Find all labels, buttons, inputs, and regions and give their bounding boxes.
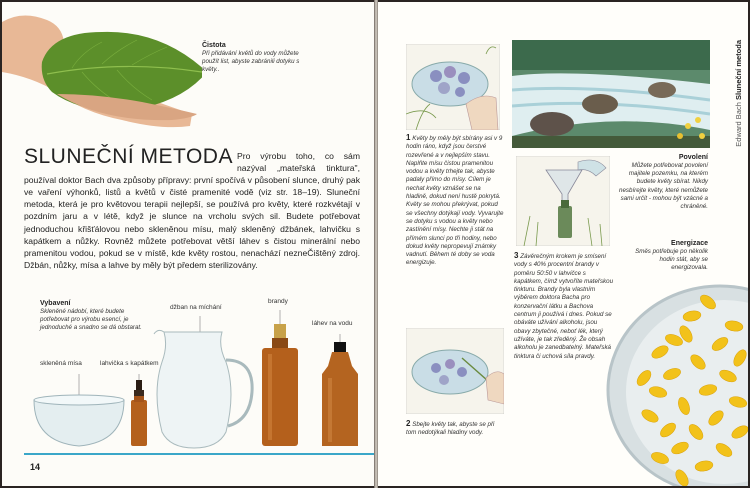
step2-text: Sbejte květy tak, abyste se při tom nedotýkali hladiny vody. (406, 421, 495, 437)
jug-label: džban na míchání (170, 304, 222, 311)
povoleni-text: Můžete potřebovat povolení majitele pozemku, na kterém budete květy sbírat. Nikdy nesbírejte květy, které nemůžete sami určit - mohou být vzácné a chráněné. (619, 162, 708, 211)
hand-holding-leaf-photo (2, 2, 202, 137)
page-number: 14 (30, 462, 41, 472)
step3-text: Závěrečným krokem je smísení vody s 40% procentní brandy v poměru 50:50 v lahvičce s kapátkem, čímž vytvoříte mateřskou tinkturu. Brandy byla vlastním výběrem doktora Bacha pro konzervační látku a Bachova centrum ji používá i dnes. Pokud se obáváte užívání alkoholu, jsou obavy zbytečné, neboť lék, který užíváte, je tak zředěný. Že obsah alkoholu je zanedbatelný. Mateřská tinktura či uchová síla pravdy. (514, 253, 614, 360)
step1-block (406, 134, 504, 268)
vybaveni-label: Vybavení (40, 300, 71, 307)
energizace-label: Energizace (671, 240, 708, 247)
step1-bowl-illustration (406, 44, 500, 130)
bowl-label: skleněná mísa (40, 360, 82, 367)
flowers-in-bowl-photo (600, 282, 748, 486)
step3-block (514, 252, 614, 361)
running-head-title: Sluneční metoda (734, 40, 743, 101)
step2-block (406, 420, 504, 438)
right-page (378, 2, 748, 486)
left-page (2, 2, 374, 486)
step1-text: Květy by měly být sbírány asi v 9 hodin ráno, když jsou čerstvé rozevřené a v nejlepším stavu. Naplňte mísu čistou pramenitou vodou a květy trhejte tak, abyste padaly přímo do mísy. Cílem je nechat květy vznášet se na hladině, dokud není hustě pokrytá. Květy se mohou překrývat, pokud se všechny dotýkají vody. Vyvarujte se dotyku s vodou a květy nebo zastínění mísy. Nechte ji stát na přímém slunci po tři hodiny, nebo dokud květy nepropevují známky vadnutí. Během té doby se voda energizuje. (406, 135, 504, 267)
running-head-author: Edward Bach (734, 102, 743, 147)
main-body-text: Pro výrobu toho, co sám nazýval „mateřská tinktura", používal doktor Bach dva způsoby přípravy: první spočívá v působení slunce, druhý pak ve vaření výhonků, listů a květů v čisté pramenité vodě (viz str. 18–19). Sluneční metoda, která je pro květovou terapii nejlepší, se používá pro květy, které rozkvétají v pozdním jaru a v létě, když je slunce na vrcholu svých sil. Budete potřebovat jednoduchou křišťálovou nebo skleněnou mísu, malý skleněný džbánek, lahvičku s kapátkem a nůžky. Rovněž můžete potřebovat větší láhev s čistou minerální nebo pramenitou vodou, pokud se v místě, kde květy rostou, nenachází nezneČištěný zdroj. Džbán, nůžky, mísa a lahve by měly být předem sterilizovány. (24, 151, 360, 270)
energizace-text: Směs potřebuje po několik hodin stát, aby se energizovala. (635, 248, 708, 272)
step1-number: 1 (406, 133, 411, 142)
step3-number: 3 (514, 251, 519, 260)
river-photo (512, 40, 710, 148)
dropper-bottle-label: lahvička s kapátkem (100, 360, 159, 367)
step2-bowl-illustration (406, 328, 504, 414)
energizace-caption (626, 240, 708, 273)
main-text-block (24, 145, 360, 271)
brandy-label: brandy (268, 298, 288, 305)
running-head (734, 40, 743, 147)
cistota-text: Při přidávání květů do vody můžete použít list, abyste zabránili dotyku s květy.. (202, 50, 300, 74)
cistota-label: Čistota (202, 42, 226, 49)
povoleni-caption (614, 154, 708, 211)
page-title: SLUNEČNÍ METODA (24, 145, 233, 168)
povoleni-label: Povolení (678, 154, 708, 161)
step2-number: 2 (406, 419, 411, 428)
cistota-caption (202, 42, 302, 75)
water-bottle-label: láhev na vodu (312, 320, 353, 327)
footer-rule (24, 453, 374, 455)
vybaveni-text: Skleněné nádobí, které budete potřebovat pro výrobu esencí, je jednoduché a snadno se dá obstarat. (40, 308, 142, 332)
step3-funnel-illustration (516, 156, 610, 246)
